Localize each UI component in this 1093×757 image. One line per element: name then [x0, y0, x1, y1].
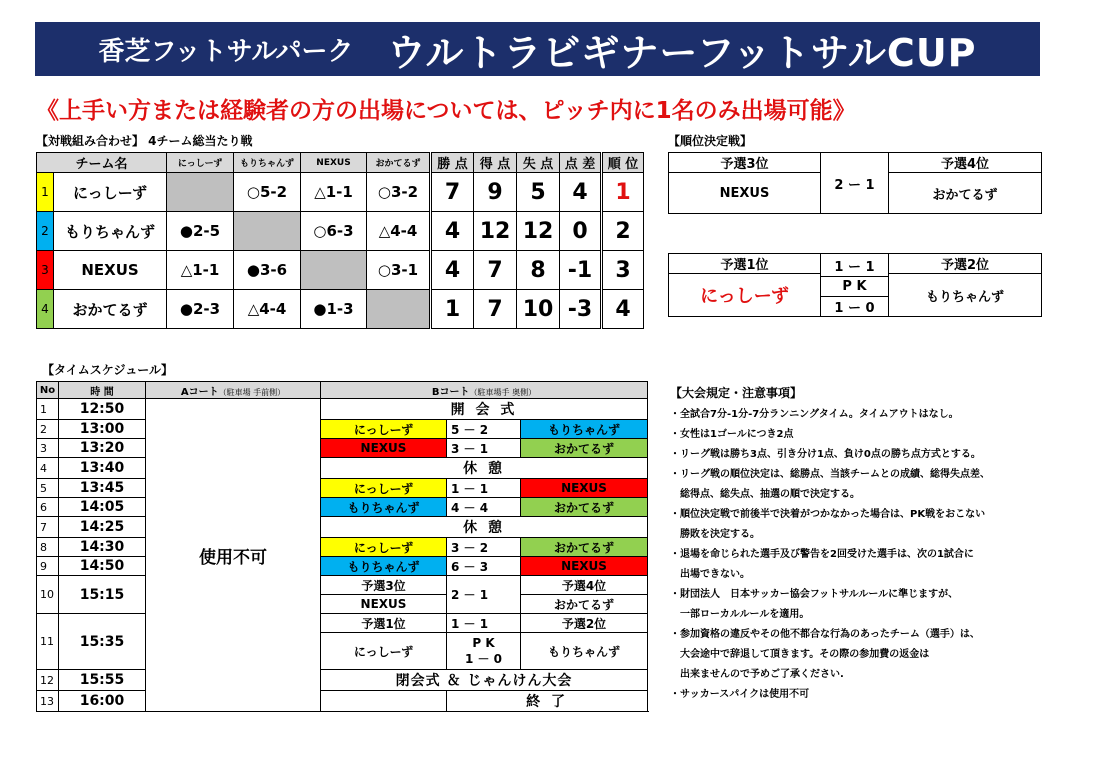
result-cell: △1-1 — [301, 173, 367, 212]
row-time: 14:25 — [59, 517, 146, 538]
goals-against: 8 — [517, 251, 560, 290]
home-team: にっしーず — [321, 420, 447, 439]
away-team: NEXUS — [521, 557, 648, 576]
row-no: 11 — [37, 614, 59, 670]
event-cell: 休 憩 — [321, 517, 648, 538]
row-time: 12:50 — [59, 399, 146, 420]
row-time: 13:45 — [59, 479, 146, 498]
team-name: にっしーず — [54, 173, 167, 212]
row-time: 13:00 — [59, 420, 146, 439]
away-team: おかてるず — [521, 538, 648, 557]
eligibility-notice: 《上手い方または経験者の方の出場については、ピッチ内に1名のみ出場可能》 — [36, 98, 856, 124]
row-no: 1 — [37, 399, 59, 420]
table-row — [37, 576, 648, 595]
table-row — [37, 251, 644, 290]
goals-for: 7 — [474, 251, 517, 290]
table-row — [37, 538, 648, 557]
goal-diff: 0 — [560, 212, 602, 251]
away-team: もりちゃんず — [521, 633, 648, 670]
schedule-header: 【タイムスケジュール】 — [42, 363, 174, 377]
rules-header: 【大会規定・注意事項】 — [670, 386, 803, 400]
team-number: 4 — [37, 290, 54, 329]
result-cell: ●2-5 — [167, 212, 234, 251]
rule-line: ・財団法人 日本サッカー協会フットサルルールに準じますが、 — [670, 589, 959, 600]
rule-line: ・サッカースパイクは使用不可 — [670, 689, 810, 700]
rank-label-right: 予選2位 — [889, 254, 1042, 274]
rank-label-left: 予選3位 — [321, 576, 447, 595]
rank: 3 — [602, 251, 644, 290]
table-row — [37, 458, 648, 479]
table-row — [37, 691, 648, 712]
col-no: No — [37, 382, 59, 399]
col-court-b: Bコート（駐車場手 奥側） — [321, 382, 648, 399]
result-cell: ●2-3 — [167, 290, 234, 329]
rule-line: ・順位決定戦で前後半で決着がつかなかった場合は、PK戦をおこない — [670, 509, 986, 520]
away-team: NEXUS — [521, 479, 648, 498]
result-cell: ○6-3 — [301, 212, 367, 251]
goals-for: 12 — [474, 212, 517, 251]
row-time: 13:20 — [59, 439, 146, 458]
title-banner — [35, 22, 1040, 76]
result-cell: ●3-6 — [234, 251, 301, 290]
rank-label-right: 予選4位 — [521, 576, 648, 595]
row-time: 15:15 — [59, 576, 146, 614]
col-time: 時 間 — [59, 382, 146, 399]
row-no: 8 — [37, 538, 59, 557]
col-ga: 失 点 — [517, 153, 560, 173]
col-rank: 順 位 — [602, 153, 644, 173]
rule-line: 出来ませんので予めご了承ください. — [680, 669, 844, 680]
row-no: 6 — [37, 498, 59, 517]
row-time: 14:05 — [59, 498, 146, 517]
row-no: 10 — [37, 576, 59, 614]
points: 1 — [431, 290, 474, 329]
match-score: 4 － 4 — [447, 498, 521, 517]
result-cell: ○3-2 — [367, 173, 431, 212]
away-team: おかてるず — [521, 498, 648, 517]
rule-line: 総得点、総失点、抽選の順で決定する。 — [680, 489, 860, 500]
rank-label-left: 予選1位 — [321, 614, 447, 633]
rule-line: ・参加資格の違反やその他不都合な行為のあったチーム（選手）は、 — [670, 629, 980, 640]
col-wins: 勝 点 — [431, 153, 474, 173]
ranking-match-2 — [668, 253, 1042, 317]
home-team: にっしーず — [321, 633, 447, 670]
col-gf: 得 点 — [474, 153, 517, 173]
home-team: もりちゃんず — [321, 557, 447, 576]
rule-line: 一部ローカルルールを適用。 — [680, 609, 810, 620]
rank: 1 — [602, 173, 644, 212]
pk-score: 1 － 0 — [464, 652, 503, 666]
goals-against: 10 — [517, 290, 560, 329]
rule-line: 勝敗を決定する。 — [680, 529, 760, 540]
row-no: 12 — [37, 670, 59, 691]
rules-section — [670, 383, 1070, 705]
team-number: 3 — [37, 251, 54, 290]
result-cell — [167, 173, 234, 212]
match-score: 5 － 2 — [447, 420, 521, 439]
event-cell: 開 会 式 — [321, 399, 648, 420]
result-cell: △4-4 — [367, 212, 431, 251]
team-name: NEXUS — [54, 251, 167, 290]
col-court-a: Aコート（駐車場 手前側） — [146, 382, 321, 399]
rule-line: ・退場を命じられた選手及び警告を2回受けた選手は、次の1試合に — [670, 549, 974, 560]
home-team: にっしーず — [321, 538, 447, 557]
goal-diff: 4 — [560, 173, 602, 212]
table-row — [37, 439, 648, 458]
match-score: 6 － 3 — [447, 557, 521, 576]
row-time: 14:50 — [59, 557, 146, 576]
team-number: 1 — [37, 173, 54, 212]
result-cell: ●1-3 — [301, 290, 367, 329]
table-row — [37, 517, 648, 538]
rank-label-right: 予選2位 — [521, 614, 648, 633]
home-team: NEXUS — [321, 439, 447, 458]
away-team: おかてるず — [521, 439, 648, 458]
league-header-row — [37, 153, 644, 173]
league-header: 【対戦組み合わせ】 4チーム総当たり戦 — [36, 134, 253, 148]
rank-label-left: 予選3位 — [669, 153, 821, 173]
match-score: 1 － 1 — [447, 479, 521, 498]
row-time: 15:35 — [59, 614, 146, 670]
venue-name: 香芝フットサルパーク — [98, 36, 354, 67]
row-no: 4 — [37, 458, 59, 479]
rank-label-right: 予選4位 — [889, 153, 1042, 173]
row-no: 3 — [37, 439, 59, 458]
tournament-title: ウルトラビギナーフットサルCUP — [387, 30, 977, 75]
away-team: おかてるず — [521, 595, 648, 614]
table-row — [37, 479, 648, 498]
rule-line: ・女性は1ゴールにつき2点 — [670, 429, 794, 440]
pk-label: P K — [821, 277, 889, 297]
col-opp2: もりちゃんず — [234, 153, 301, 173]
home-team: にっしーず — [321, 479, 447, 498]
goal-diff: -3 — [560, 290, 602, 329]
event-cell: 閉会式 ＆ じゃんけん大会 — [321, 670, 648, 691]
row-time: 13:40 — [59, 458, 146, 479]
row-no: 9 — [37, 557, 59, 576]
col-gd: 点 差 — [560, 153, 602, 173]
col-team: チーム名 — [37, 153, 167, 173]
goal-diff: -1 — [560, 251, 602, 290]
rule-line: ・リーグ戦の順位決定は、総勝点、当該チームとの成績、総得失点差、 — [670, 469, 990, 480]
row-no: 2 — [37, 420, 59, 439]
match-score: 3 － 1 — [447, 439, 521, 458]
result-cell: ○5-2 — [234, 173, 301, 212]
team-number: 2 — [37, 212, 54, 251]
table-row — [37, 614, 648, 633]
row-time: 14:30 — [59, 538, 146, 557]
match-score: 1 － 1 — [447, 614, 521, 633]
match-score: 1 ー 1 — [821, 254, 889, 277]
row-time: 16:00 — [59, 691, 146, 712]
league-table — [36, 152, 644, 329]
pk-label: P K — [472, 636, 495, 650]
goals-for: 9 — [474, 173, 517, 212]
table-row — [37, 670, 648, 691]
col-opp1: にっしーず — [167, 153, 234, 173]
row-no: 7 — [37, 517, 59, 538]
rule-line: ・全試合7分-1分-7分ランニングタイム。タイムアウトはなし。 — [670, 409, 959, 420]
team-name: NEXUS — [669, 173, 821, 214]
row-no: 5 — [37, 479, 59, 498]
rule-line: 出場できない。 — [680, 569, 750, 580]
ranking-match-1 — [668, 152, 1042, 214]
points: 4 — [431, 212, 474, 251]
away-team: もりちゃんず — [521, 420, 648, 439]
result-cell — [367, 290, 431, 329]
row-time: 15:55 — [59, 670, 146, 691]
event-cell: 休 憩 — [321, 458, 648, 479]
goals-against: 12 — [517, 212, 560, 251]
goals-for: 7 — [474, 290, 517, 329]
home-team: NEXUS — [321, 595, 447, 614]
table-row — [37, 498, 648, 517]
team-name: もりちゃんず — [54, 212, 167, 251]
rank: 2 — [602, 212, 644, 251]
match-score: 3 － 2 — [447, 538, 521, 557]
table-row — [37, 173, 644, 212]
team-name: おかてるず — [889, 173, 1042, 214]
result-cell — [301, 251, 367, 290]
match-score: 2 ー 1 — [821, 153, 889, 214]
rule-line: ・リーグ戦は勝ち3点、引き分け1点、負け0点の勝ち点方式とする。 — [670, 449, 981, 460]
goals-against: 5 — [517, 173, 560, 212]
pk-cell — [447, 633, 521, 670]
pk-score: 1 ー 0 — [821, 297, 889, 317]
schedule-table — [36, 381, 648, 712]
row-no: 13 — [37, 691, 59, 712]
col-opp3: NEXUS — [301, 153, 367, 173]
court-a-unavailable: 使用不可 — [146, 399, 321, 712]
team-name: にっしーず — [669, 274, 821, 317]
home-team: もりちゃんず — [321, 498, 447, 517]
team-name: おかてるず — [54, 290, 167, 329]
match-score: 2 － 1 — [447, 576, 521, 614]
result-cell: △1-1 — [167, 251, 234, 290]
points: 4 — [431, 251, 474, 290]
table-row — [37, 399, 648, 420]
table-row — [37, 557, 648, 576]
table-row — [37, 290, 644, 329]
rank: 4 — [602, 290, 644, 329]
rule-line: 大会途中で辞退して頂きます。その際の参加費の返金は — [680, 649, 930, 660]
event-cell: 終 了 — [447, 691, 648, 712]
rank-label-left: 予選1位 — [669, 254, 821, 274]
table-row — [37, 420, 648, 439]
col-opp4: おかてるず — [367, 153, 431, 173]
points: 7 — [431, 173, 474, 212]
result-cell: ○3-1 — [367, 251, 431, 290]
result-cell — [234, 212, 301, 251]
court-a-empty — [321, 691, 447, 712]
result-cell: △4-4 — [234, 290, 301, 329]
ranking-header: 【順位決定戦】 — [668, 134, 753, 148]
team-name: もりちゃんず — [889, 274, 1042, 317]
table-row — [37, 212, 644, 251]
